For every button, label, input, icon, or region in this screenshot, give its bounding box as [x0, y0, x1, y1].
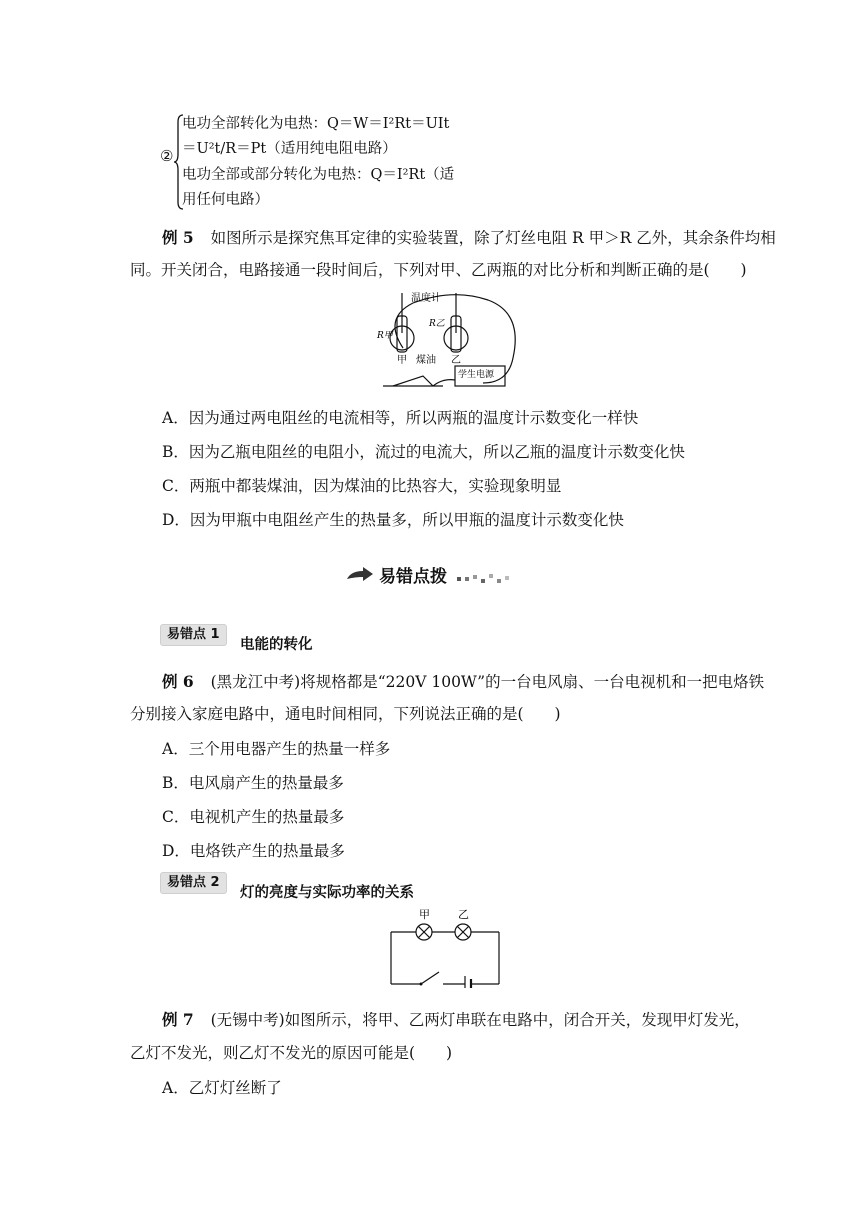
example5-line1: [162, 226, 776, 248]
example6-option-a: A．三个用电器产生的热量一样多: [162, 740, 391, 758]
arrow-icon: [345, 567, 377, 581]
circled-number: ②: [160, 147, 174, 165]
formula-line-2: ＝U²t/R＝Pt（适用纯电阻电路）: [182, 141, 397, 157]
point1-tag: 易错点 1: [160, 624, 227, 646]
formula-line-4: 用任何电路）: [182, 192, 269, 208]
point1-title: 电能的转化: [240, 637, 313, 653]
label-lamp-yi: 乙: [458, 908, 469, 921]
formula-line-1: 电功全部转化为电热：Q＝W＝I²Rt＝UIt: [182, 116, 450, 132]
example5-option-a: A．因为通过两电阻丝的电流相等，所以两瓶的温度计示数变化一样快: [162, 409, 639, 427]
label-thermometer: 温度计: [411, 293, 441, 304]
label-kerosene: 煤油: [416, 355, 436, 366]
example5-option-d: D．因为甲瓶中电阻丝产生的热量多，所以甲瓶的温度计示数变化快: [162, 511, 624, 529]
example6-text-1: (黑龙江中考)将规格都是“220V 100W”的一台电风扇、一台电视机和一把电烙铁: [210, 673, 765, 691]
section-banner: [345, 561, 515, 587]
battery-icon: [465, 976, 471, 988]
lamp-yi-icon: [455, 924, 471, 940]
example7-text-1: (无锡中考)如图所示，将甲、乙两灯串联在电路中，闭合开关，发现甲灯发光，: [210, 1011, 750, 1029]
example5-option-c: C．两瓶中都装煤油，因为煤油的比热容大，实验现象明显: [162, 477, 562, 495]
point2-title: 灯的亮度与实际功率的关系: [240, 885, 414, 901]
example5-text-2: 同。开关闭合，电路接通一段时间后，下列对甲、乙两瓶的对比分析和判断正确的是( ): [130, 261, 747, 279]
example6-line1: [162, 670, 764, 692]
example6-option-c: C．电视机产生的热量最多: [162, 808, 345, 826]
switch-pivot: [420, 983, 423, 986]
example6-label: 例 6: [162, 672, 194, 691]
lamp-jia-icon: [416, 924, 432, 940]
joule-apparatus-figure: [373, 288, 523, 390]
label-lamp-jia: 甲: [419, 908, 430, 921]
point2-tag: 易错点 2: [160, 872, 227, 894]
example7-label: 例 7: [162, 1010, 194, 1029]
dots-decoration: [457, 571, 513, 585]
formula-block: [160, 112, 480, 212]
series-circuit-figure: [385, 906, 505, 988]
example5-text-1: 如图所示是探究焦耳定律的实验装置，除了灯丝电阻 R 甲＞R 乙外，其余条件均相: [210, 229, 776, 247]
label-r-yi: R乙: [429, 319, 445, 329]
label-power-supply: 学生电源: [458, 370, 495, 380]
label-yi: 乙: [451, 355, 461, 366]
example5-label: 例 5: [162, 228, 194, 247]
label-r-jia: R甲: [377, 331, 393, 341]
example5-option-b: B．因为乙瓶电阻丝的电阻小，流过的电流大，所以乙瓶的温度计示数变化快: [162, 443, 685, 461]
example7-text-2: 乙灯不发光，则乙灯不发光的原因可能是( ): [130, 1044, 453, 1062]
label-jia: 甲: [397, 355, 407, 366]
formula-line-3: 电功全部或部分转化为电热：Q＝I²Rt（适: [182, 167, 455, 183]
example6-option-d: D．电烙铁产生的热量最多: [162, 842, 345, 860]
example7-option-a: A．乙灯灯丝断了: [162, 1079, 282, 1097]
example7-line1: [162, 1008, 750, 1030]
section-banner-title: 易错点拨: [379, 567, 447, 587]
example6-text-2: 分别接入家庭电路中，通电时间相同，下列说法正确的是( ): [130, 705, 561, 723]
example6-option-b: B．电风扇产生的热量最多: [162, 774, 344, 792]
